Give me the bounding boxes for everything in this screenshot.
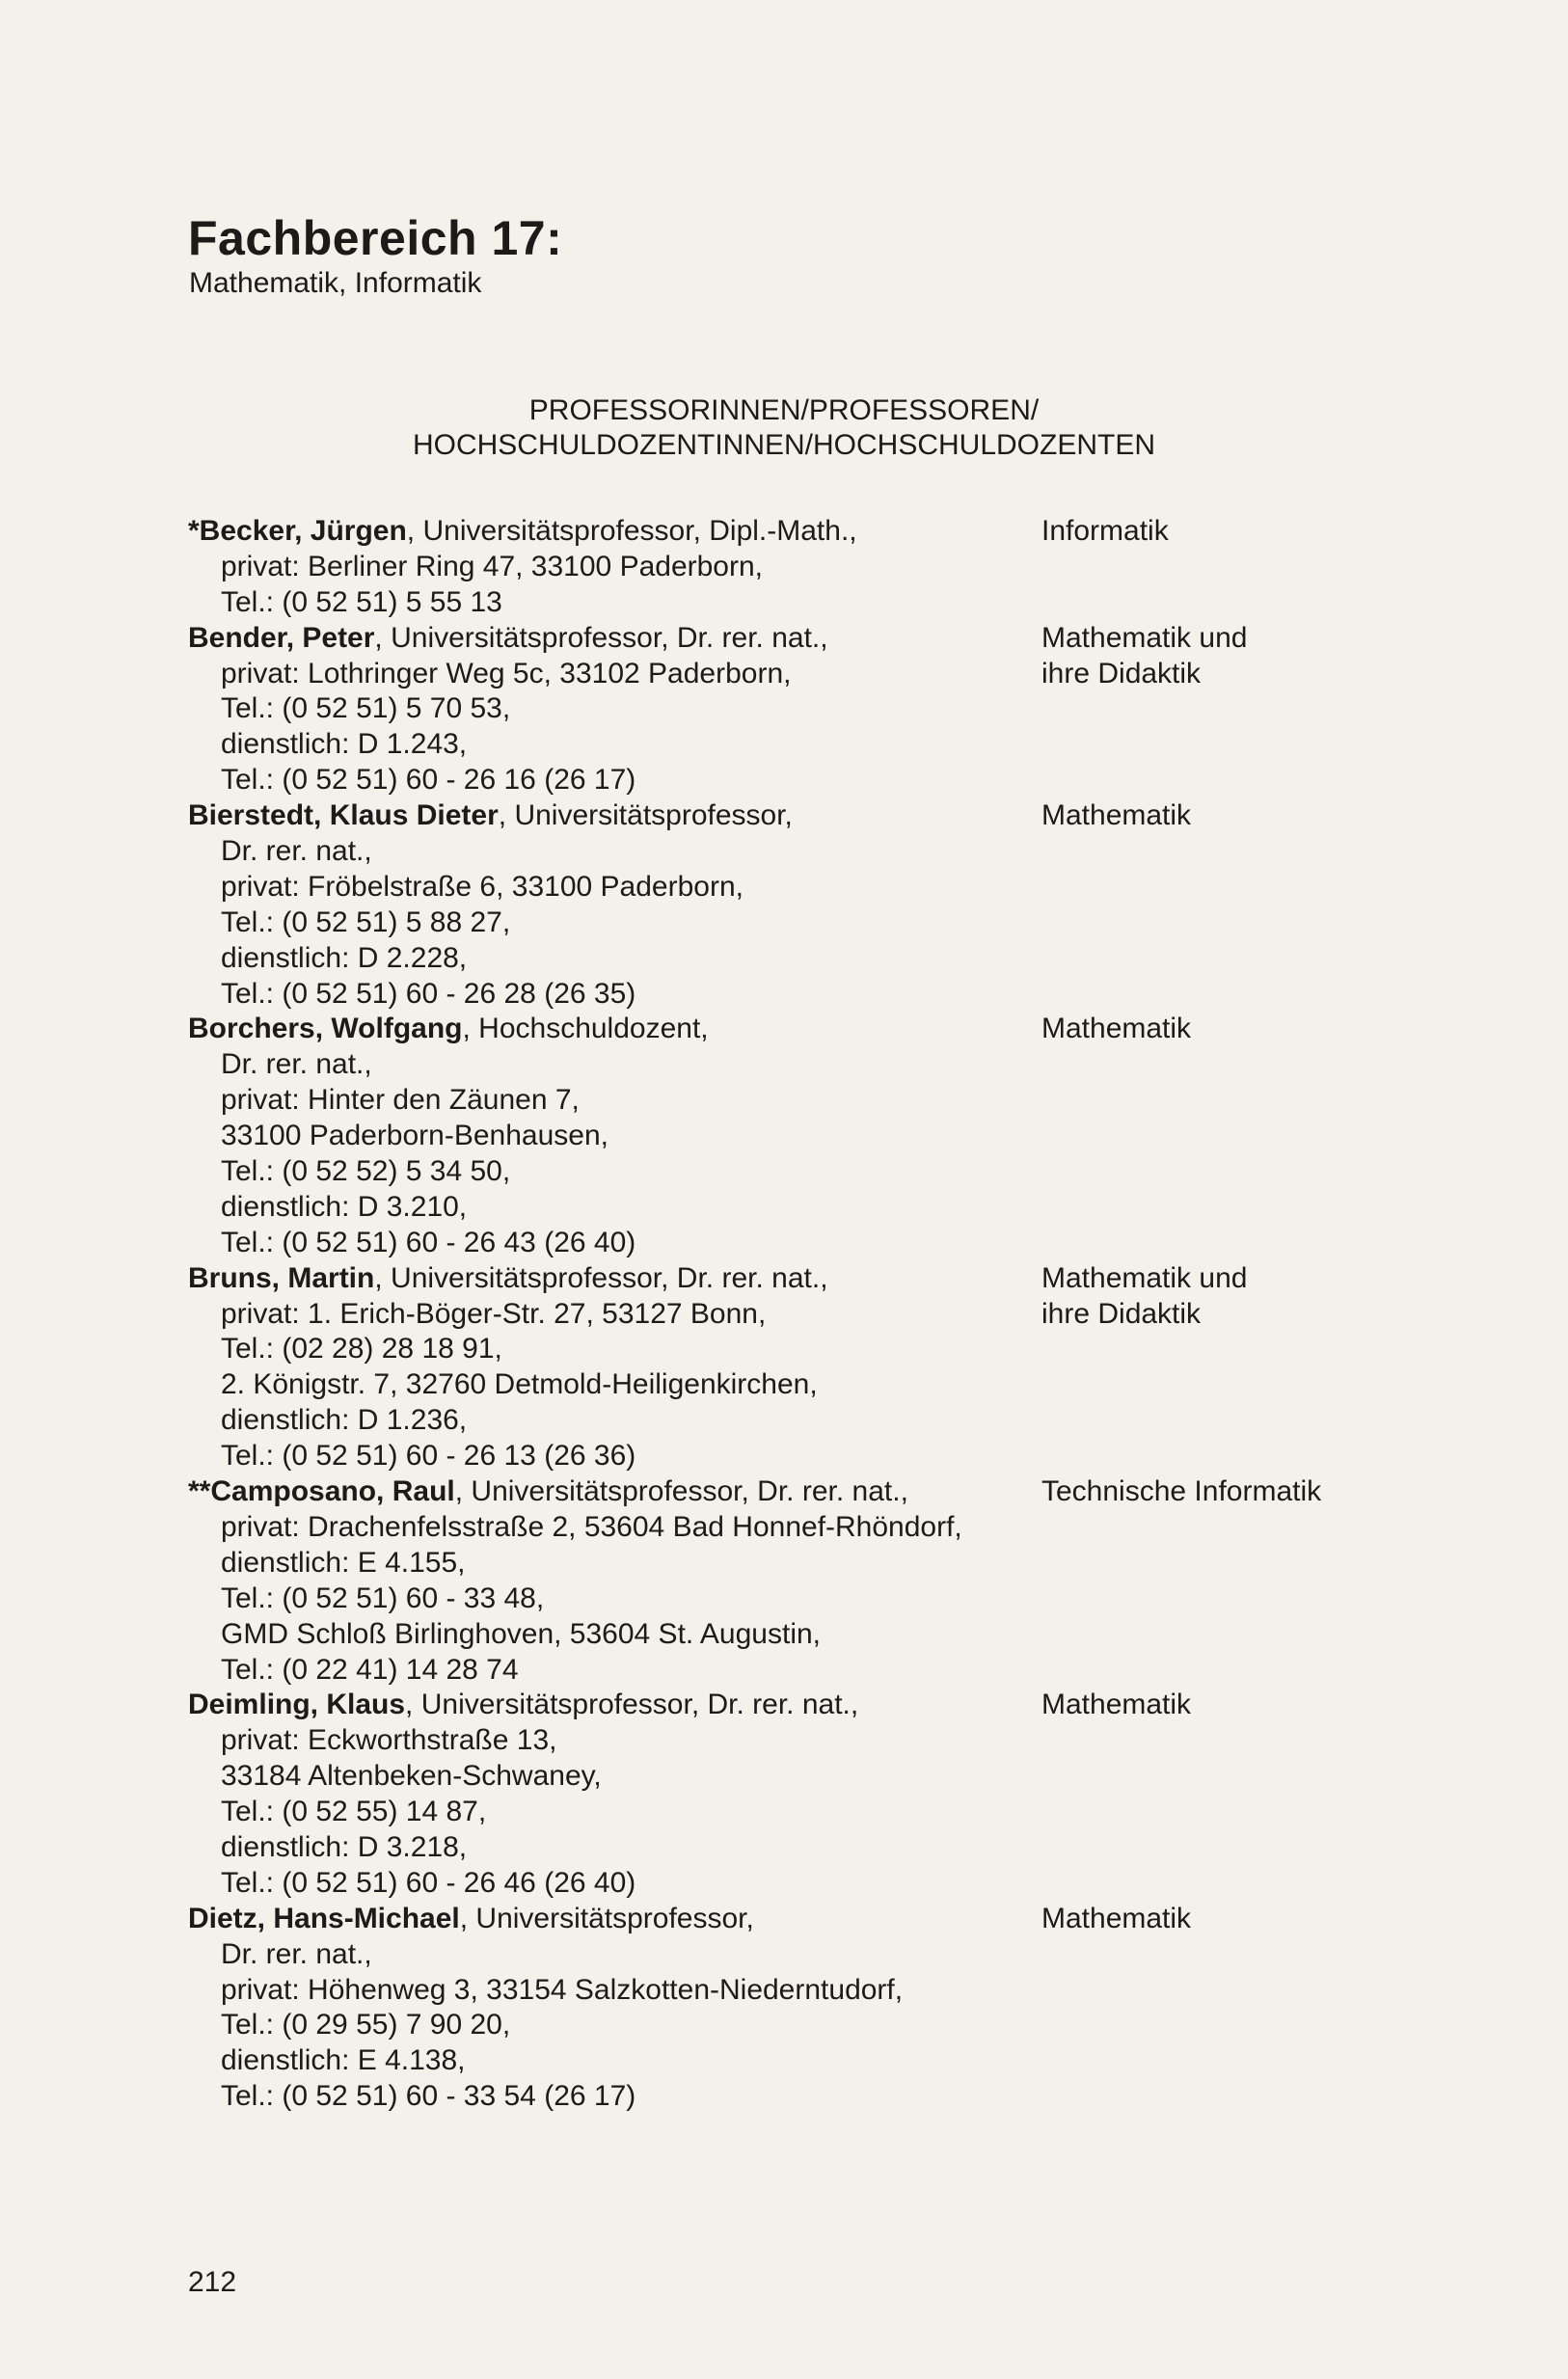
staff-entry: [188, 1012, 1403, 1260]
entry-detail-line: dienstlich: D 2.228,: [221, 941, 468, 974]
entry-detail-line: Tel.: (0 52 51) 60 - 33 54 (26 17): [221, 2080, 636, 2113]
subject-area-line: ihre Didaktik: [1041, 1297, 1202, 1330]
entry-detail-line: privat: Lothringer Weg 5c, 33102 Paderborn,: [221, 657, 792, 689]
person-name: Bierstedt, Klaus Dieter: [188, 799, 499, 832]
entry-detail-line: Tel.: (0 52 51) 60 - 26 16 (26 17): [221, 764, 636, 797]
entry-detail-line: Tel.: (0 29 55) 7 90 20,: [221, 2009, 511, 2041]
person-name: Bruns, Martin: [188, 1261, 375, 1294]
entry-detail-line: Tel.: (0 52 51) 5 88 27,: [221, 906, 511, 938]
entry-first-line: [188, 514, 1403, 550]
page-subtitle: Mathematik, Informatik: [189, 267, 482, 299]
subject-area-line: ihre Didaktik: [1041, 657, 1202, 689]
subject-area: [1041, 621, 1247, 692]
entry-detail-line: GMD Schloß Birlinghoven, 53604 St. Augustin,: [221, 1617, 822, 1650]
entry-first-line: [188, 1012, 1403, 1047]
entry-detail-line: Tel.: (0 52 51) 5 70 53,: [221, 692, 511, 725]
entry-detail-line: Dr. rer. nat.,: [221, 835, 372, 868]
entry-first-line: [188, 1902, 1403, 1937]
subject-area: [1041, 1261, 1247, 1333]
entry-detail-line: Tel.: (0 52 51) 60 - 33 48,: [221, 1581, 545, 1614]
person-title: , Universitätsprofessor,: [498, 799, 793, 832]
person-title: , Universitätsprofessor, Dr. rer. nat.,: [374, 1261, 828, 1294]
person-title: , Hochschuldozent,: [462, 1013, 709, 1045]
entry-detail-line: 33184 Altenbeken-Schwaney,: [221, 1760, 602, 1793]
staff-entry: [188, 798, 1403, 1012]
staff-entry: [188, 1261, 1403, 1474]
entry-detail-line: privat: Eckworthstraße 13,: [221, 1724, 557, 1757]
entry-detail-line: Tel.: (0 52 55) 14 87,: [221, 1796, 487, 1828]
entry-first-line: [188, 1688, 1403, 1723]
staff-entry: [188, 1902, 1403, 2115]
person-name: Deimling, Klaus: [188, 1689, 406, 1721]
person-name: **Camposano, Raul: [188, 1475, 455, 1508]
entry-first-line: [188, 798, 1403, 834]
entry-detail-line: privat: Höhenweg 3, 33154 Salzkotten-Niederntudorf,: [221, 1973, 904, 2006]
entry-detail-line: Tel.: (0 52 51) 5 55 13: [221, 585, 502, 618]
staff-entry: [188, 621, 1403, 798]
page-number: 212: [188, 2266, 237, 2298]
entry-detail-line: Dr. rer. nat.,: [221, 1048, 372, 1081]
entry-detail-line: dienstlich: E 4.138,: [221, 2044, 466, 2077]
entry-detail-line: Tel.: (0 52 51) 60 - 26 43 (26 40): [221, 1226, 636, 1258]
subject-area: [1041, 514, 1169, 550]
entry-detail-line: Tel.: (02 28) 28 18 91,: [221, 1333, 502, 1365]
page-title: Fachbereich 17:: [188, 211, 563, 265]
person-title: , Universitätsprofessor, Dr. rer. nat.,: [405, 1689, 859, 1721]
entry-detail-line: dienstlich: D 1.236,: [221, 1404, 468, 1437]
staff-entry: [188, 1688, 1403, 1901]
section-heading-line-1: PROFESSORINNEN/PROFESSOREN/: [528, 394, 1040, 426]
person-title: , Universitätsprofessor,: [459, 1902, 754, 1934]
entry-detail-line: privat: Berliner Ring 47, 33100 Paderborn,: [221, 550, 764, 582]
subject-area: [1041, 1474, 1321, 1510]
subject-area-line: Mathematik und: [1041, 621, 1248, 654]
entry-detail-line: privat: Fröbelstraße 6, 33100 Paderborn,: [221, 870, 743, 903]
entry-detail-line: Tel.: (0 52 52) 5 34 50,: [221, 1155, 511, 1188]
staff-entry: [188, 1474, 1403, 1688]
entry-detail-line: 2. Königstr. 7, 32760 Detmold-Heiligenkirchen,: [221, 1368, 818, 1401]
staff-list: [188, 514, 1403, 2115]
subject-area-line: Mathematik: [1041, 1013, 1192, 1045]
person-title: , Universitätsprofessor, Dr. rer. nat.,: [454, 1475, 908, 1508]
person-title: , Universitätsprofessor, Dr. rer. nat.,: [374, 621, 828, 654]
person-title: , Universitätsprofessor, Dipl.-Math.,: [406, 515, 857, 547]
subject-area: [1041, 798, 1191, 834]
subject-area-line: Mathematik: [1041, 799, 1192, 832]
entry-detail-line: 33100 Paderborn-Benhausen,: [221, 1120, 608, 1152]
staff-entry: [188, 514, 1403, 621]
person-name: *Becker, Jürgen: [188, 515, 407, 547]
subject-area-line: Mathematik: [1041, 1689, 1192, 1721]
entry-detail-line: dienstlich: D 3.210,: [221, 1190, 468, 1223]
subject-area-line: Technische Informatik: [1041, 1475, 1322, 1508]
entry-detail-line: Tel.: (0 52 51) 60 - 26 13 (26 36): [221, 1440, 636, 1473]
entry-detail-line: Tel.: (0 52 51) 60 - 26 46 (26 40): [221, 1866, 636, 1899]
subject-area: [1041, 1688, 1191, 1723]
person-name: Bender, Peter: [188, 621, 375, 654]
entry-detail-line: Dr. rer. nat.,: [221, 1937, 372, 1970]
entry-detail-line: privat: Drachenfelsstraße 2, 53604 Bad Honnef-Rhöndorf,: [221, 1510, 962, 1543]
entry-detail-line: dienstlich: D 1.243,: [221, 728, 468, 761]
subject-area-line: Mathematik und: [1041, 1261, 1248, 1294]
subject-area: [1041, 1902, 1191, 1937]
subject-area: [1041, 1012, 1191, 1047]
entry-detail-line: Tel.: (0 22 41) 14 28 74: [221, 1653, 519, 1686]
entry-detail-line: dienstlich: E 4.155,: [221, 1546, 466, 1579]
subject-area-line: Mathematik: [1041, 1902, 1192, 1934]
subject-area-line: Informatik: [1041, 515, 1169, 547]
entry-detail-line: privat: 1. Erich-Böger-Str. 27, 53127 Bonn,: [221, 1297, 767, 1330]
section-heading: [0, 393, 1568, 463]
person-name: Borchers, Wolfgang: [188, 1013, 463, 1045]
section-heading-line-2: HOCHSCHULDOZENTINNEN/HOCHSCHULDOZENTEN: [412, 429, 1156, 461]
entry-detail-line: dienstlich: D 3.218,: [221, 1830, 468, 1863]
entry-detail-line: privat: Hinter den Zäunen 7,: [221, 1084, 580, 1117]
person-name: Dietz, Hans-Michael: [188, 1902, 460, 1934]
entry-detail-line: Tel.: (0 52 51) 60 - 26 28 (26 35): [221, 977, 636, 1010]
